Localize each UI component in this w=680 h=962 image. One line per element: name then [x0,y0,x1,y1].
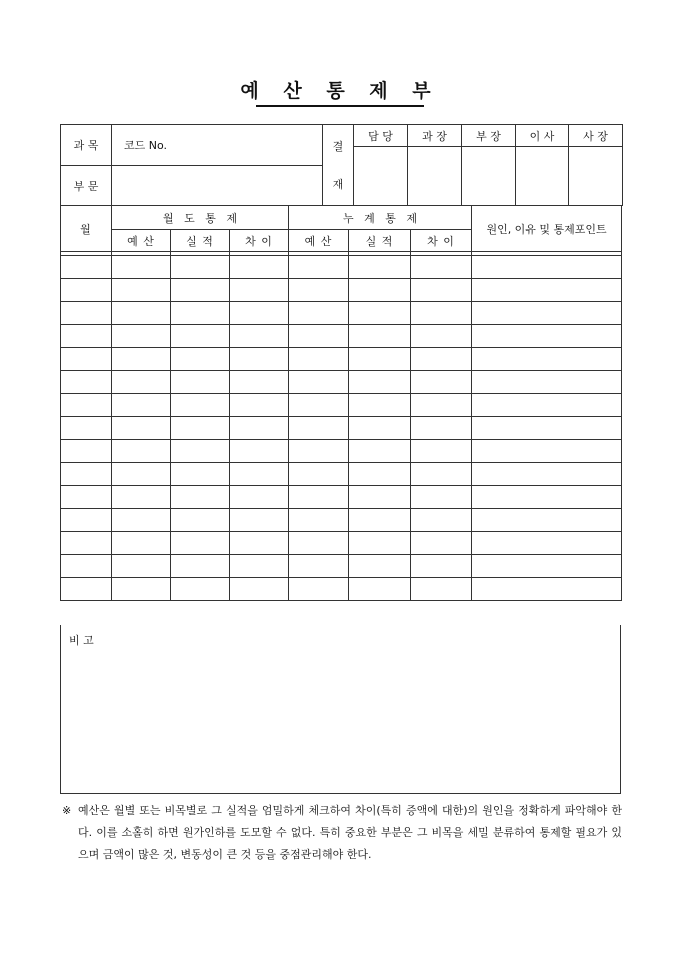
monthly-budget-cell[interactable] [112,463,171,486]
cumulative-control-header: 누 계 통 제 [289,206,472,230]
monthly-control-header: 월 도 통 제 [112,206,289,230]
month-cell[interactable] [61,417,112,440]
approver-section-chief: 과 장 [408,125,462,147]
cumulative-variance-cell[interactable] [411,532,472,555]
cumulative-budget-cell[interactable] [289,256,349,279]
monthly-budget-cell[interactable] [112,325,171,348]
remarks-box[interactable] [60,625,621,794]
month-cell[interactable] [61,348,112,371]
reason-cell[interactable] [472,578,622,601]
monthly-variance-cell[interactable] [230,440,289,463]
monthly-variance-cell[interactable] [230,279,289,302]
reason-cell[interactable] [472,509,622,532]
signature-box-department-head[interactable] [462,147,516,206]
table-row [61,325,622,348]
month-header: 월 [61,206,112,252]
cumulative-budget-cell[interactable] [289,302,349,325]
cumulative-actual-cell[interactable] [349,302,411,325]
monthly-variance-cell[interactable] [230,417,289,440]
table-row [61,578,622,601]
page-title: 예 산 통 제 부 [240,80,440,102]
cumulative-budget-cell[interactable] [289,371,349,394]
monthly-budget-header: 예 산 [112,230,171,252]
cumulative-budget-cell[interactable] [289,325,349,348]
cumulative-actual-cell[interactable] [349,417,411,440]
reason-cell[interactable] [472,417,622,440]
month-cell[interactable] [61,325,112,348]
remarks-label: 비 고 [69,634,94,647]
cumulative-budget-cell[interactable] [289,532,349,555]
cumulative-budget-cell[interactable] [289,417,349,440]
monthly-budget-cell[interactable] [112,371,171,394]
monthly-budget-cell[interactable] [112,417,171,440]
approver-president: 사 장 [569,125,623,147]
monthly-actual-header: 실 적 [171,230,230,252]
approver-staff: 담 당 [354,125,408,147]
cumulative-variance-cell[interactable] [411,348,472,371]
cumulative-variance-cell[interactable] [411,256,472,279]
monthly-actual-cell[interactable] [171,555,230,578]
cumulative-variance-cell[interactable] [411,440,472,463]
monthly-actual-cell[interactable] [171,256,230,279]
table-body [61,256,622,601]
signature-box-director[interactable] [516,147,569,206]
cumulative-budget-cell[interactable] [289,509,349,532]
reason-cell[interactable] [472,486,622,509]
reason-cell[interactable] [472,371,622,394]
cumulative-variance-cell[interactable] [411,279,472,302]
monthly-budget-cell[interactable] [112,509,171,532]
month-cell[interactable] [61,532,112,555]
cumulative-actual-cell[interactable] [349,509,411,532]
monthly-actual-cell[interactable] [171,302,230,325]
signature-box-staff[interactable] [354,147,408,206]
monthly-variance-cell[interactable] [230,348,289,371]
cumulative-budget-cell[interactable] [289,348,349,371]
month-cell[interactable] [61,394,112,417]
cumulative-actual-cell[interactable] [349,325,411,348]
monthly-budget-cell[interactable] [112,279,171,302]
dept-field[interactable] [112,166,323,206]
monthly-actual-cell[interactable] [171,440,230,463]
cumulative-actual-cell[interactable] [349,371,411,394]
approval-label [323,125,354,206]
monthly-variance-header: 차 이 [230,230,289,252]
monthly-variance-cell[interactable] [230,463,289,486]
table-row [61,256,622,279]
monthly-actual-cell[interactable] [171,509,230,532]
monthly-variance-cell[interactable] [230,256,289,279]
reference-mark-icon: ※ [62,804,72,817]
monthly-actual-cell[interactable] [171,348,230,371]
monthly-actual-cell[interactable] [171,486,230,509]
approver-department-head: 부 장 [462,125,516,147]
cumulative-actual-cell[interactable] [349,578,411,601]
table-row [61,532,622,555]
monthly-variance-cell[interactable] [230,532,289,555]
approval-label-bottom: 재 [332,178,344,191]
footnote-text: 예산은 월별 또는 비목별로 그 실적을 엄밀하게 체크하여 차이(특히 증액에 대한)의 원인을 정확하게 파악해야 한다. 이를 소홀히 하면 원가인하를 도모할 수 없다. 특히 중요한 부분은 그 비목을 세밀 분류하여 통제할 필요가 있으며 금액이 많은 것, 변동성이 큰 것 등을 중점관리해야 한다. [78,804,622,861]
cumulative-budget-header: 예 산 [289,230,349,252]
cumulative-variance-header: 차 이 [411,230,472,252]
table-row [61,509,622,532]
monthly-variance-cell[interactable] [230,302,289,325]
signature-box-president[interactable] [569,147,623,206]
subject-label: 과 목 [61,125,112,166]
cumulative-variance-cell[interactable] [411,371,472,394]
cumulative-actual-cell[interactable] [349,348,411,371]
monthly-actual-cell[interactable] [171,371,230,394]
reason-cell[interactable] [472,302,622,325]
cumulative-budget-cell[interactable] [289,486,349,509]
monthly-variance-cell[interactable] [230,578,289,601]
monthly-budget-cell[interactable] [112,256,171,279]
monthly-actual-cell[interactable] [171,394,230,417]
budget-control-table [60,205,622,601]
reason-cell[interactable] [472,440,622,463]
monthly-budget-cell[interactable] [112,532,171,555]
month-cell[interactable] [61,463,112,486]
table-row [61,463,622,486]
month-cell[interactable] [61,578,112,601]
cumulative-actual-cell[interactable] [349,279,411,302]
monthly-actual-cell[interactable] [171,578,230,601]
cumulative-variance-cell[interactable] [411,509,472,532]
table-row [61,555,622,578]
monthly-variance-cell[interactable] [230,325,289,348]
table-row [61,486,622,509]
cumulative-budget-cell[interactable] [289,555,349,578]
table-row [61,371,622,394]
monthly-actual-cell[interactable] [171,463,230,486]
monthly-budget-cell[interactable] [112,578,171,601]
monthly-variance-cell[interactable] [230,509,289,532]
month-cell[interactable] [61,486,112,509]
cumulative-variance-cell[interactable] [411,394,472,417]
cumulative-variance-cell[interactable] [411,486,472,509]
dept-label: 부 문 [61,166,112,206]
reason-header: 원인, 이유 및 통제포인트 [472,206,622,252]
monthly-budget-cell[interactable] [112,394,171,417]
monthly-budget-cell[interactable] [112,440,171,463]
monthly-budget-cell[interactable] [112,486,171,509]
cumulative-variance-cell[interactable] [411,417,472,440]
monthly-actual-cell[interactable] [171,325,230,348]
table-row [61,440,622,463]
cumulative-actual-header: 실 적 [349,230,411,252]
cumulative-actual-cell[interactable] [349,532,411,555]
cumulative-budget-cell[interactable] [289,279,349,302]
cumulative-actual-cell[interactable] [349,463,411,486]
header-table [60,124,623,206]
cumulative-variance-cell[interactable] [411,578,472,601]
month-cell[interactable] [61,555,112,578]
table-row [61,302,622,325]
cumulative-variance-cell[interactable] [411,325,472,348]
cumulative-actual-cell[interactable] [349,555,411,578]
table-row [61,394,622,417]
monthly-budget-cell[interactable] [112,348,171,371]
approval-label-top: 결 [332,140,344,153]
table-row [61,348,622,371]
code-label: 코드 No. [112,125,323,166]
cumulative-actual-cell[interactable] [349,256,411,279]
cumulative-budget-cell[interactable] [289,440,349,463]
cumulative-variance-cell[interactable] [411,555,472,578]
month-cell[interactable] [61,371,112,394]
reason-cell[interactable] [472,394,622,417]
month-cell[interactable] [61,279,112,302]
monthly-actual-cell[interactable] [171,279,230,302]
table-row [61,417,622,440]
reason-cell[interactable] [472,555,622,578]
monthly-actual-cell[interactable] [171,532,230,555]
monthly-variance-cell[interactable] [230,394,289,417]
reason-cell[interactable] [472,463,622,486]
monthly-actual-cell[interactable] [171,417,230,440]
cumulative-budget-cell[interactable] [289,578,349,601]
monthly-budget-cell[interactable] [112,555,171,578]
table-row [61,279,622,302]
title-underline [256,105,424,107]
reason-cell[interactable] [472,325,622,348]
reason-cell[interactable] [472,256,622,279]
cumulative-actual-cell[interactable] [349,440,411,463]
monthly-variance-cell[interactable] [230,555,289,578]
cumulative-variance-cell[interactable] [411,463,472,486]
reason-cell[interactable] [472,348,622,371]
month-cell[interactable] [61,302,112,325]
cumulative-variance-cell[interactable] [411,302,472,325]
signature-box-section-chief[interactable] [408,147,462,206]
cumulative-budget-cell[interactable] [289,463,349,486]
month-cell[interactable] [61,256,112,279]
month-cell[interactable] [61,509,112,532]
cumulative-actual-cell[interactable] [349,394,411,417]
monthly-variance-cell[interactable] [230,371,289,394]
monthly-budget-cell[interactable] [112,302,171,325]
reason-cell[interactable] [472,279,622,302]
cumulative-actual-cell[interactable] [349,486,411,509]
cumulative-budget-cell[interactable] [289,394,349,417]
month-cell[interactable] [61,440,112,463]
monthly-variance-cell[interactable] [230,486,289,509]
footnote [62,800,622,866]
approver-director: 이 사 [516,125,569,147]
reason-cell[interactable] [472,532,622,555]
